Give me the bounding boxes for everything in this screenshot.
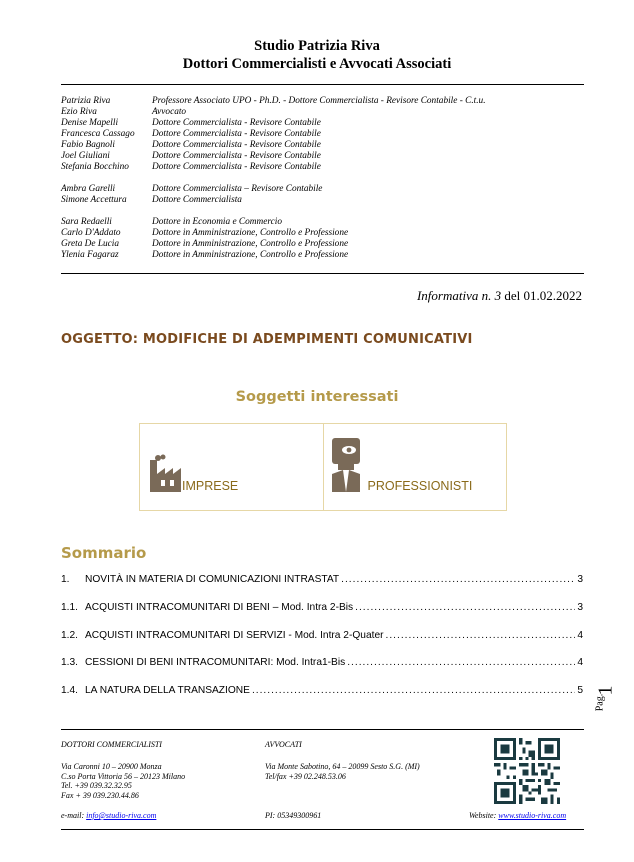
- footer-line: Tel. +39 039.32.32.95: [61, 781, 132, 791]
- staff-role: Dottore Commercialista - Revisore Contabile: [152, 162, 321, 172]
- table-of-contents: [61, 574, 583, 704]
- toc-page: 5: [577, 685, 583, 696]
- toc-title-text: LA NATURA DELLA TRANSAZIONE: [85, 685, 250, 696]
- staff-role: Dottore in Amministrazione, Controllo e Professione: [152, 250, 349, 260]
- toc-title-text: ACQUISTI INTRACOMUNITARI DI BENI – Mod. Intra 2-Bis: [85, 602, 354, 613]
- footer-line: Fax + 39 039.230.44.86: [61, 790, 139, 800]
- toc-leader: [341, 574, 575, 585]
- toc-page: 3: [577, 602, 583, 613]
- website-link[interactable]: www.studio-riva.com: [498, 811, 567, 820]
- studio-subtitle: Dottori Commercialisti e Avvocati Associati: [182, 56, 452, 72]
- staff-role: Dottore in Economia e Commercio: [152, 217, 282, 227]
- staff-row: [61, 129, 584, 140]
- toc-item[interactable]: [61, 685, 583, 696]
- staff-row: [61, 140, 584, 151]
- staff-name: Patrizia Riva: [61, 96, 111, 106]
- staff-row: [61, 217, 584, 228]
- footer-line: Via Monte Sabotino, 64 – 20099 Sesto S.G. (MI): [265, 762, 420, 771]
- staff-row: [61, 96, 584, 107]
- staff-role: Dottore Commercialista - Revisore Contabile: [152, 151, 321, 161]
- footer-line: Via Caronni 10 – 20900 Monza: [61, 762, 162, 771]
- factory-icon: [146, 454, 182, 492]
- staff-rule: [61, 273, 584, 274]
- staff-role: Dottore Commercialista - Revisore Contabile: [152, 118, 321, 128]
- subject-heading: OGGETTO: MODIFICHE DI ADEMPIMENTI COMUNICATIVI: [61, 332, 473, 347]
- professionisti-box: [323, 424, 507, 510]
- staff-name: Francesca Cassago: [61, 129, 135, 139]
- toc-item[interactable]: [61, 657, 583, 668]
- staff-role: Avvocato: [152, 107, 187, 117]
- email-link[interactable]: info@studio-riva.com: [86, 811, 157, 820]
- toc-number: 1.3.: [61, 657, 78, 668]
- toc-page: 3: [577, 574, 583, 585]
- footer-commercialisti-address: [61, 762, 185, 800]
- staff-row: [61, 195, 584, 206]
- staff-row: [61, 250, 584, 261]
- staff-row: [61, 151, 584, 162]
- staff-row: [61, 107, 584, 118]
- toc-title: Sommario: [61, 544, 147, 562]
- footer-rule-top: [61, 729, 584, 730]
- staff-name: Fabio Bagnoli: [61, 140, 115, 150]
- staff-name: Ylenia Fagaraz: [61, 250, 119, 260]
- qr-code[interactable]: [494, 738, 560, 804]
- staff-name: Ambra Garelli: [61, 184, 116, 194]
- toc-number: 1.: [61, 574, 70, 585]
- staff-role: Professore Associato UPO - Ph.D. - Dottore Commercialista - Revisore Contabile - C.t.u.: [152, 96, 486, 106]
- informativa-number: Informativa n. 3: [416, 288, 502, 303]
- footer-avvocati-title: AVVOCATI: [265, 740, 302, 749]
- toc-title-text: CESSIONI DI BENI INTRACOMUNITARI: Mod. Intra1-Bis: [85, 657, 346, 668]
- header-rule: [61, 84, 584, 85]
- email-label: e-mail:: [61, 811, 85, 820]
- staff-list: [61, 96, 584, 261]
- staff-name: Sara Redaelli: [61, 217, 112, 227]
- staff-name: Ezio Riva: [61, 107, 97, 117]
- footer-pi: PI: 05349300961: [265, 811, 322, 820]
- studio-name: Studio Patrizia Riva: [254, 38, 380, 54]
- page-label: Pag.: [594, 693, 606, 712]
- staff-role: Dottore in Amministrazione, Controllo e Professione: [152, 228, 349, 238]
- toc-number: 1.4.: [61, 685, 78, 696]
- footer-commercialisti-title: DOTTORI COMMERCIALISTI: [61, 740, 162, 749]
- toc-item[interactable]: [61, 574, 583, 585]
- staff-name: Simone Accettura: [61, 195, 127, 205]
- toc-title-text: NOVITÀ IN MATERIA DI COMUNICAZIONI INTRASTAT: [85, 574, 340, 585]
- staff-name: Joel Giuliani: [61, 151, 110, 161]
- informativa-line: [417, 288, 582, 304]
- footer-rule-bottom: [61, 829, 584, 830]
- staff-name: Greta De Lucia: [61, 239, 120, 249]
- toc-leader: [355, 602, 575, 613]
- staff-name: Carlo D'Addato: [61, 228, 121, 238]
- staff-role: Dottore Commercialista - Revisore Contabile: [152, 129, 321, 139]
- staff-role: Dottore Commercialista: [152, 195, 242, 205]
- staff-row: [61, 228, 584, 239]
- staff-row: [61, 184, 584, 195]
- footer-website: [469, 811, 566, 821]
- professionisti-label: PROFESSIONISTI: [367, 479, 473, 493]
- toc-leader: [252, 685, 575, 696]
- toc-item[interactable]: [61, 630, 583, 641]
- toc-leader: [347, 657, 575, 668]
- footer-line: C.so Porta Vittoria 56 – 20123 Milano: [61, 771, 186, 781]
- page-number: 1: [594, 685, 617, 696]
- staff-row: [61, 239, 584, 250]
- footer-avvocati-address: [265, 762, 420, 781]
- staff-role: Dottore Commercialista - Revisore Contabile: [152, 140, 321, 150]
- toc-item[interactable]: [61, 602, 583, 613]
- interested-parties-boxes: [139, 423, 507, 511]
- toc-title-text: ACQUISTI INTRACOMUNITARI DI SERVIZI - Mod. Intra 2-Quater: [85, 630, 384, 641]
- toc-page: 4: [577, 657, 583, 668]
- imprese-box: [140, 424, 323, 510]
- staff-name: Denise Mapelli: [61, 118, 119, 128]
- professional-icon: [330, 436, 364, 492]
- footer-line: Tel/fax +39 02.248.53.06: [265, 771, 346, 781]
- interested-parties-title: Soggetti interessati: [235, 389, 399, 405]
- informativa-date: del 01.02.2022: [504, 288, 582, 303]
- toc-leader: [386, 630, 576, 641]
- staff-row: [61, 162, 584, 173]
- page-number-marker: [594, 683, 627, 719]
- staff-name: Stefania Bocchino: [61, 162, 129, 172]
- toc-number: 1.2.: [61, 630, 78, 641]
- toc-number: 1.1.: [61, 602, 78, 613]
- staff-role: Dottore in Amministrazione, Controllo e Professione: [152, 239, 349, 249]
- staff-row: [61, 118, 584, 129]
- imprese-label: IMPRESE: [182, 479, 239, 493]
- toc-page: 4: [577, 630, 583, 641]
- footer-email: [61, 811, 156, 821]
- staff-role: Dottore Commercialista – Revisore Contabile: [152, 184, 323, 194]
- website-label: Website:: [469, 811, 497, 820]
